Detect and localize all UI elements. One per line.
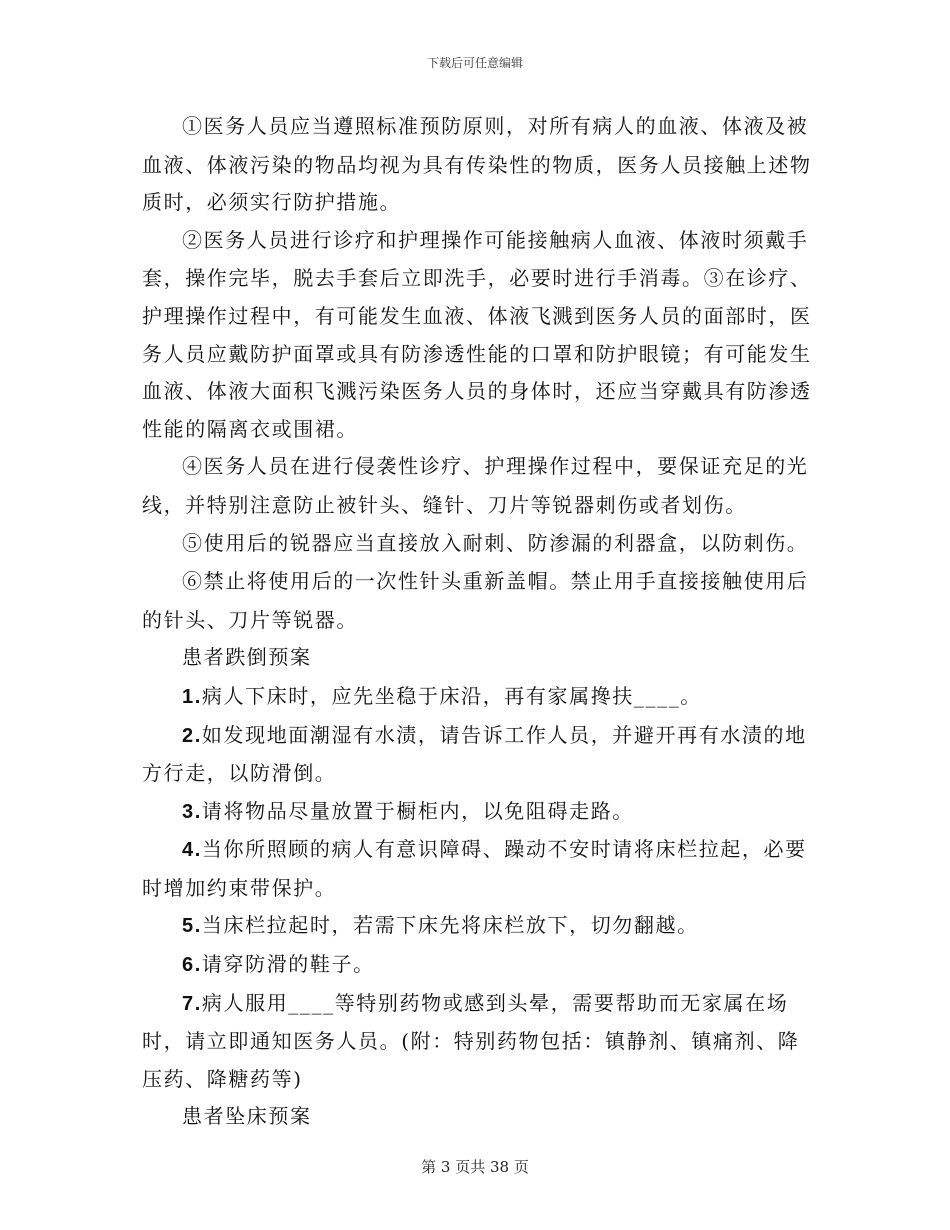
list-item: [142, 907, 814, 946]
list-item: [142, 678, 814, 717]
list-item-number: 3.: [182, 800, 202, 823]
list-item-text: 请穿防滑的鞋子。: [201, 952, 375, 977]
list-item-text: 如发现地面潮湿有水渍，请告诉工作人员，并避开再有水渍的地方行走，以防滑倒。: [142, 722, 807, 786]
list-item-text: 请将物品尽量放置于橱柜内，以免阻碍走路。: [201, 798, 634, 823]
list-item: [142, 946, 814, 985]
section-heading: [142, 639, 814, 678]
list-item-text: 病人下床时，应先坐稳于床沿，再有家属搀扶____。: [201, 683, 702, 708]
paragraph: [142, 448, 814, 524]
list-item-text: 病人服用____等特别药物或感到头晕，需要帮助而无家属在场时，请立即通知医务人员。(附：特别药物包括：镇静剂、镇痛剂、降压药、降糖药等): [142, 990, 800, 1091]
list-item: [142, 793, 814, 832]
paragraph-text: ⑥禁止将使用后的一次性针头重新盖帽。禁止用手直接接触使用后的针头、刀片等锐器。: [142, 569, 809, 632]
paragraph-text: ④医务人员在进行侵袭性诊疗、护理操作过程中，要保证充足的光线，并特别注意防止被针头、缝针、刀片等锐器刺伤或者划伤。: [142, 454, 809, 517]
list-item-number: 1.: [182, 685, 202, 708]
section-heading: [142, 1098, 814, 1137]
paragraph: [142, 525, 814, 564]
list-item: [142, 985, 814, 1099]
list-item-number: 4.: [182, 839, 202, 862]
list-item-number: 2.: [182, 724, 202, 747]
paragraph-text: ①医务人员应当遵照标准预防原则，对所有病人的血液、体液及被血液、体液污染的物品均视为具有传染性的物质，医务人员接触上述物质时，必须实行防护措施。: [142, 114, 812, 215]
paragraph: [142, 563, 814, 639]
paragraph-text: 患者跌倒预案: [182, 645, 312, 670]
paragraph-text: ⑤使用后的锐器应当直接放入耐刺、防渗漏的利器盒，以防刺伤。: [182, 530, 809, 555]
list-item-number: 6.: [182, 954, 202, 977]
list-item-text: 当你所照顾的病人有意识障碍、躁动不安时请将床栏拉起，必要时增加约束带保护。: [142, 837, 807, 900]
page-footer: 第 3 页共 38 页: [421, 1158, 529, 1176]
list-item-text: 当床栏拉起时，若需下床先将床栏放下，切勿翻越。: [201, 913, 699, 938]
page-header: 下载后可任意编辑: [426, 56, 523, 70]
list-item: [142, 717, 814, 793]
paragraph: [142, 222, 814, 449]
list-item-number: 5.: [182, 915, 202, 938]
document-body: [142, 108, 814, 1137]
paragraph: [142, 108, 814, 222]
paragraph-text: ②医务人员进行诊疗和护理操作可能接触病人血液、体液时须戴手套，操作完毕，脱去手套后立即洗手，必要时进行手消毒。③在诊疗、护理操作过程中，有可能发生血液、体液飞溅到医务人员的面部时，医务人员应戴防护面罩或具有防渗透性能的口罩和防护眼镜；有可能发生血液、体液大面积飞溅污染医务人员的身体时，还应当穿戴具有防渗透性能的隔离衣或围裙。: [142, 227, 812, 441]
list-item-number: 7.: [182, 992, 202, 1015]
paragraph-text: 患者坠床预案: [182, 1104, 312, 1129]
list-item: [142, 831, 814, 907]
